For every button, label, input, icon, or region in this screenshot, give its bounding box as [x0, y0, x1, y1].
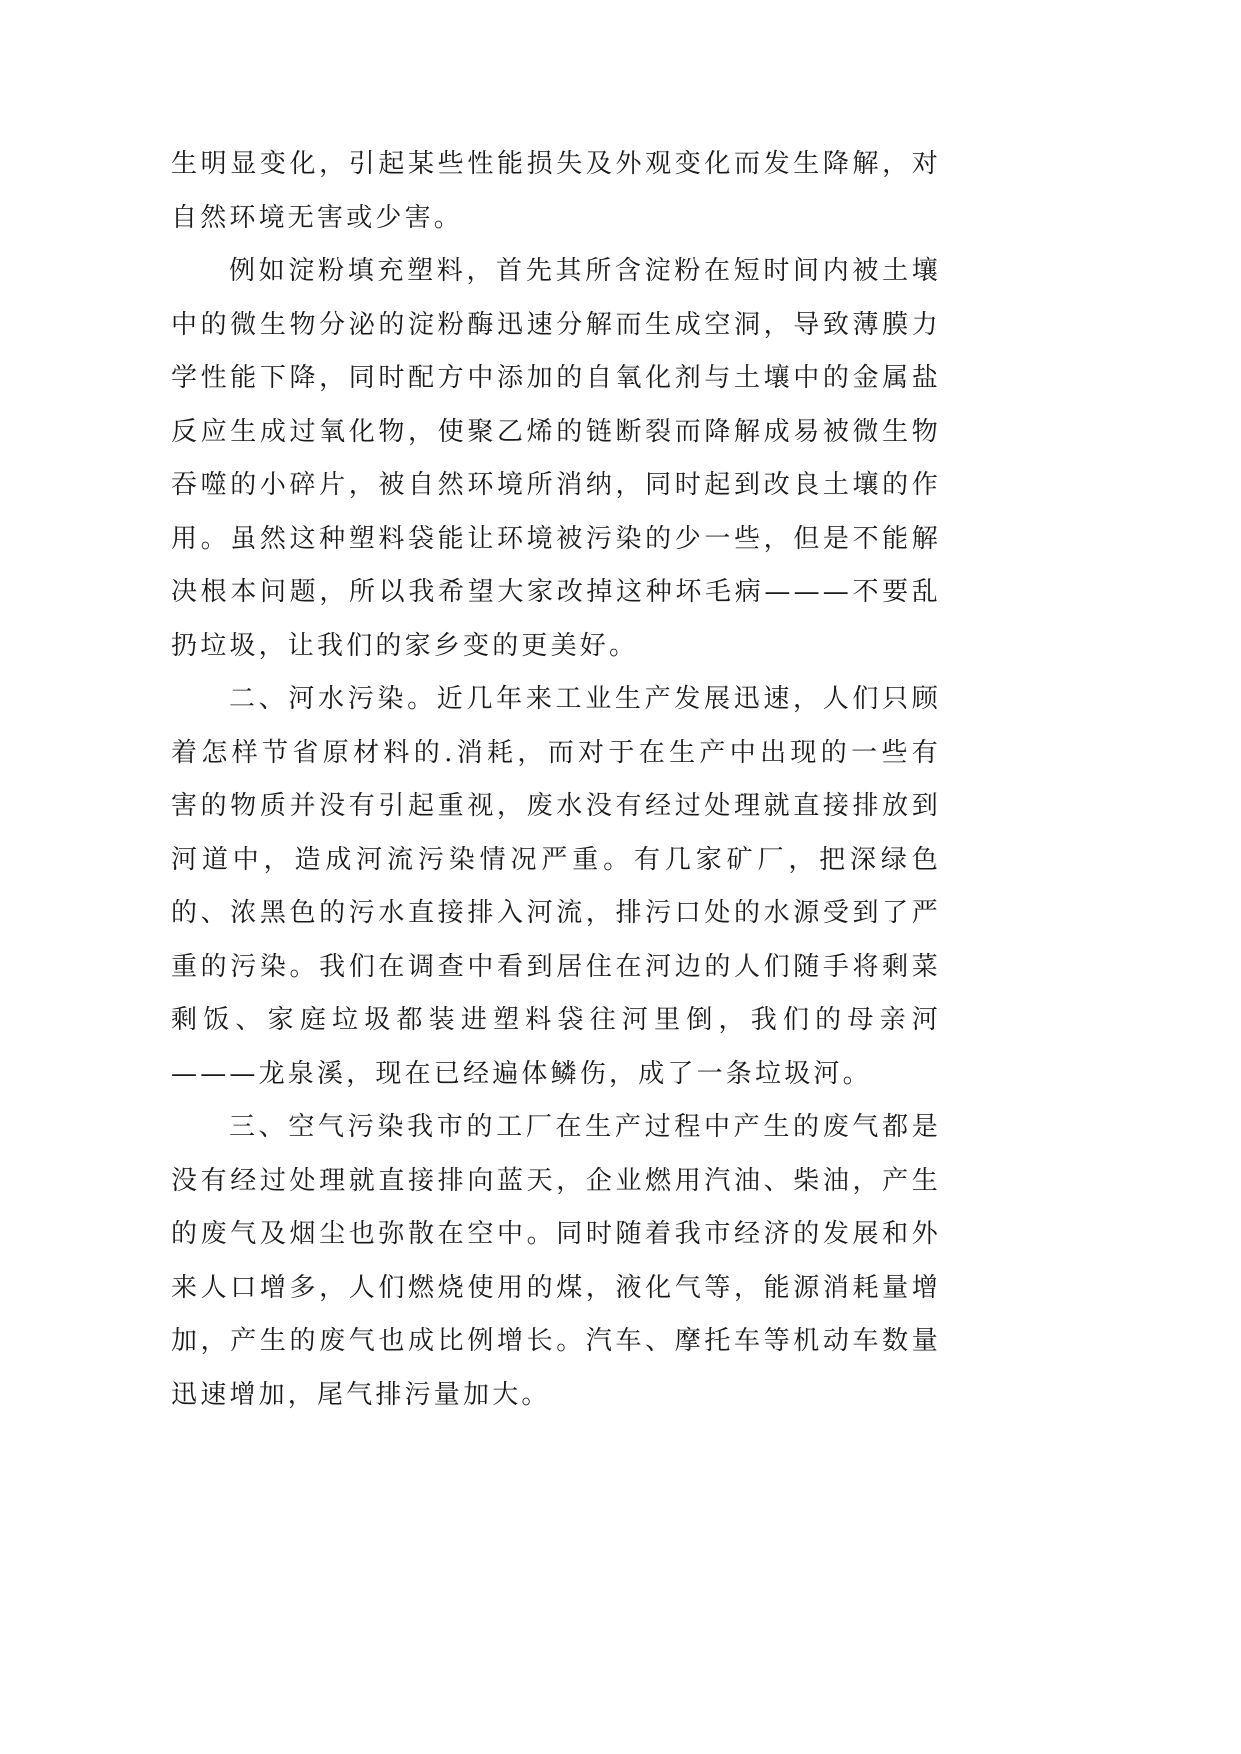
- paragraph-2: 例如淀粉填充塑料，首先其所含淀粉在短时间内被土壤中的微生物分泌的淀粉酶迅速分解而生成空洞，导致薄膜力学性能下降，同时配方中添加的自氧化剂与土壤中的金属盐反应生成过氧化物，使聚乙烯的链断裂而降解成易被微生物吞噬的小碎片，被自然环境所消纳，同时起到改良土壤的作用。虽然这种塑料袋能让环境被污染的少一些，但是不能解决根本问题，所以我希望大家改掉这种坏毛病———不要乱扔垃圾，让我们的家乡变的更美好。: [171, 256, 941, 661]
- paragraph-1: 生明显变化，引起某些性能损失及外观变化而发生降解，对自然环境无害或少害。: [171, 149, 941, 233]
- document-body: [171, 138, 941, 1422]
- paragraph-4: 三、空气污染我市的工厂在生产过程中产生的废气都是没有经过处理就直接排向蓝天，企业燃用汽油、柴油，产生的废气及烟尘也弥散在空中。同时随着我市经济的发展和外来人口增多，人们燃烧使用的煤，液化气等，能源消耗量增加，产生的废气也成比例增长。汽车、摩托车等机动车数量迅速增加，尾气排污量加大。: [171, 1112, 941, 1410]
- paragraph-3: 二、河水污染。近几年来工业生产发展迅速，人们只顾着怎样节省原材料的.消耗，而对于在生产中出现的一些有害的物质并没有引起重视，废水没有经过处理就直接排放到河道中，造成河流污染情况严重。有几家矿厂，把深绿色的、浓黑色的污水直接排入河流，排污口处的水源受到了严重的污染。我们在调查中看到居住在河边的人们随手将剩菜剩饭、家庭垃圾都装进塑料袋往河里倒，我们的母亲河———龙泉溪，现在已经遍体鳞伤，成了一条垃圾河。: [171, 684, 941, 1089]
